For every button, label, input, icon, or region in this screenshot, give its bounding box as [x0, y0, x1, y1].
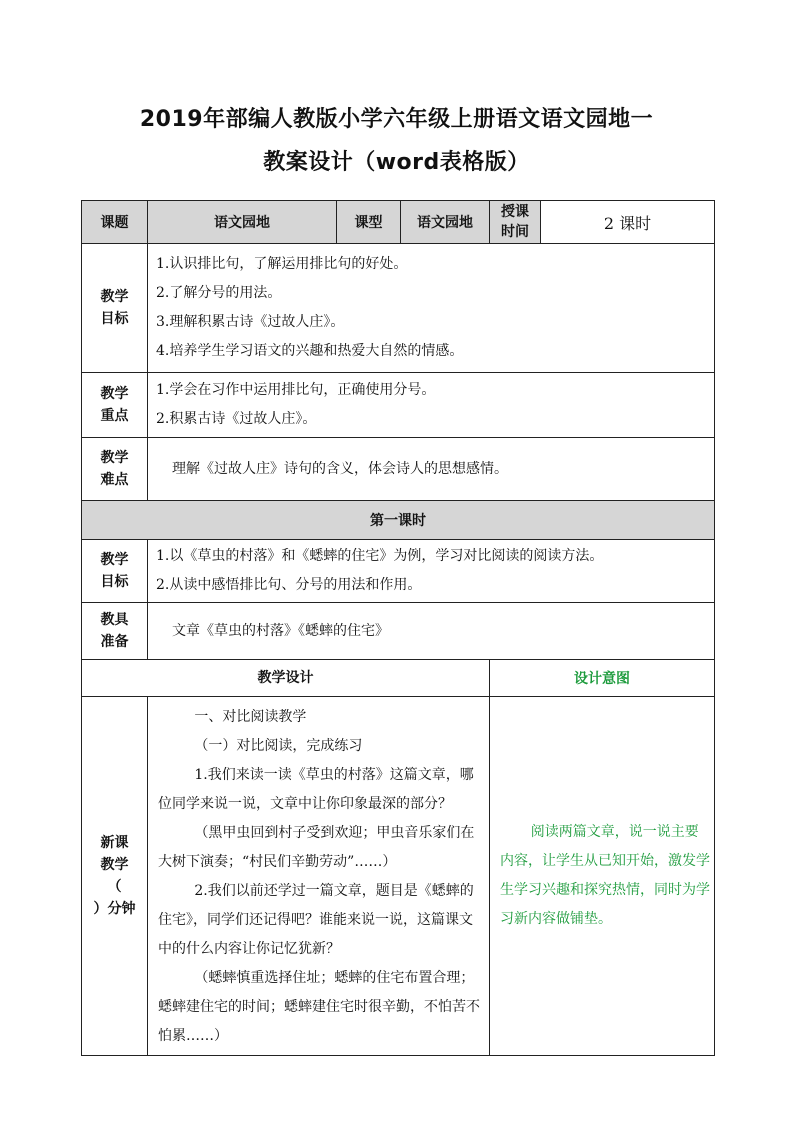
lesson-goals-label-1: 教学	[100, 552, 129, 568]
design-paragraph: 1.我们来读一读《草虫的村落》这篇文章，哪位同学来说一说，文章中让你印象最深的部分？	[158, 767, 474, 812]
intent-header: 设计意图	[490, 660, 715, 697]
goals-label-1: 教学	[100, 289, 129, 305]
keypoints-content	[148, 373, 715, 438]
goals-row	[82, 244, 715, 373]
tools-label-2: 准备	[100, 634, 129, 650]
keypoints-label	[82, 373, 148, 438]
keypoints-label-2: 重点	[100, 408, 129, 424]
label-type: 课型	[337, 201, 401, 244]
header-row	[82, 201, 715, 244]
goals-content	[148, 244, 715, 373]
label-time-line-2: 时间	[501, 224, 529, 240]
design-paragraph: （一）对比阅读，完成练习	[194, 738, 363, 754]
lesson-goal-item: 1.以《草虫的村落》和《蟋蟀的住宅》为例，学习对比阅读的阅读方法。	[156, 548, 604, 564]
lesson-one-heading: 第一课时	[82, 501, 715, 540]
new-lesson-label-4: ）分钟	[93, 901, 136, 917]
keypoint-item: 2.积累古诗《过故人庄》。	[156, 411, 317, 427]
new-lesson-label-1: 新课	[100, 835, 129, 851]
label-time	[490, 201, 541, 244]
document-title-line-1: 2019年部编人教版小学六年级上册语文语文园地一	[139, 107, 654, 132]
lesson-goal-item: 2.从读中感悟排比句、分号的用法和作用。	[156, 577, 422, 593]
tools-label	[82, 603, 148, 660]
goal-item: 1.认识排比句，了解运用排比句的好处。	[156, 256, 408, 272]
design-content	[148, 697, 490, 1056]
new-lesson-label	[82, 697, 148, 1056]
time-value: 2 课时	[541, 201, 715, 244]
tools-label-1: 教具	[100, 612, 129, 628]
tools-text: 文章《草虫的村落》《蟋蟀的住宅》	[148, 603, 715, 660]
goals-label	[82, 244, 148, 373]
new-lesson-row	[82, 697, 715, 1056]
goal-item: 3.理解积累古诗《过故人庄》。	[156, 314, 345, 330]
goal-item: 4.培养学生学习语文的兴趣和热爱大自然的情感。	[156, 343, 464, 359]
difficulty-row	[82, 438, 715, 501]
label-topic: 课题	[82, 201, 148, 244]
difficulty-label-1: 教学	[100, 450, 129, 466]
goals-label-2: 目标	[100, 311, 129, 327]
difficulty-text: 理解《过故人庄》诗句的含义，体会诗人的思想感情。	[148, 438, 715, 501]
design-header: 教学设计	[82, 660, 490, 697]
keypoints-row	[82, 373, 715, 438]
lesson-goals-label-2: 目标	[100, 574, 129, 590]
keypoints-label-1: 教学	[100, 386, 129, 402]
lesson-goals-label	[82, 540, 148, 603]
lesson-one-row	[82, 501, 715, 540]
new-lesson-label-3: （	[107, 879, 122, 895]
lesson-goals-content	[148, 540, 715, 603]
difficulty-label	[82, 438, 148, 501]
goal-item: 2.了解分号的用法。	[156, 285, 282, 301]
design-paragraph: （黑甲虫回到村子受到欢迎；甲虫音乐家们在大树下演奏；“村民们辛勤劳动”……）	[158, 825, 475, 870]
design-intent-text: 阅读两篇文章，说一说主要内容，让学生从已知开始，激发学生学习兴趣和探究热情，同时为学习新内容做铺垫。	[490, 697, 715, 1056]
tools-row	[82, 603, 715, 660]
difficulty-label-2: 难点	[100, 472, 129, 488]
type-value: 语文园地	[401, 201, 490, 244]
keypoint-item: 1.学会在习作中运用排比句，正确使用分号。	[156, 382, 436, 398]
design-paragraph: （蟋蟀慎重选择住址；蟋蟀的住宅布置合理；蟋蟀建住宅的时间；蟋蟀建住宅时很辛勤，不怕苦不怕累……）	[158, 970, 480, 1044]
lesson-goals-row	[82, 540, 715, 603]
label-time-line-1: 授课	[501, 204, 529, 220]
lesson-plan-table	[81, 200, 715, 1056]
new-lesson-label-2: 教学	[100, 857, 129, 873]
document-title-line-2: 教案设计（word表格版）	[263, 150, 530, 175]
topic-value: 语文园地	[148, 201, 337, 244]
design-paragraph: 一、对比阅读教学	[194, 709, 307, 725]
design-header-row	[82, 660, 715, 697]
design-paragraph: 2.我们以前还学过一篇文章，题目是《蟋蟀的住宅》，同学们还记得吧？谁能来说一说，这篇课文中的什么内容让你记忆犹新？	[158, 883, 474, 957]
